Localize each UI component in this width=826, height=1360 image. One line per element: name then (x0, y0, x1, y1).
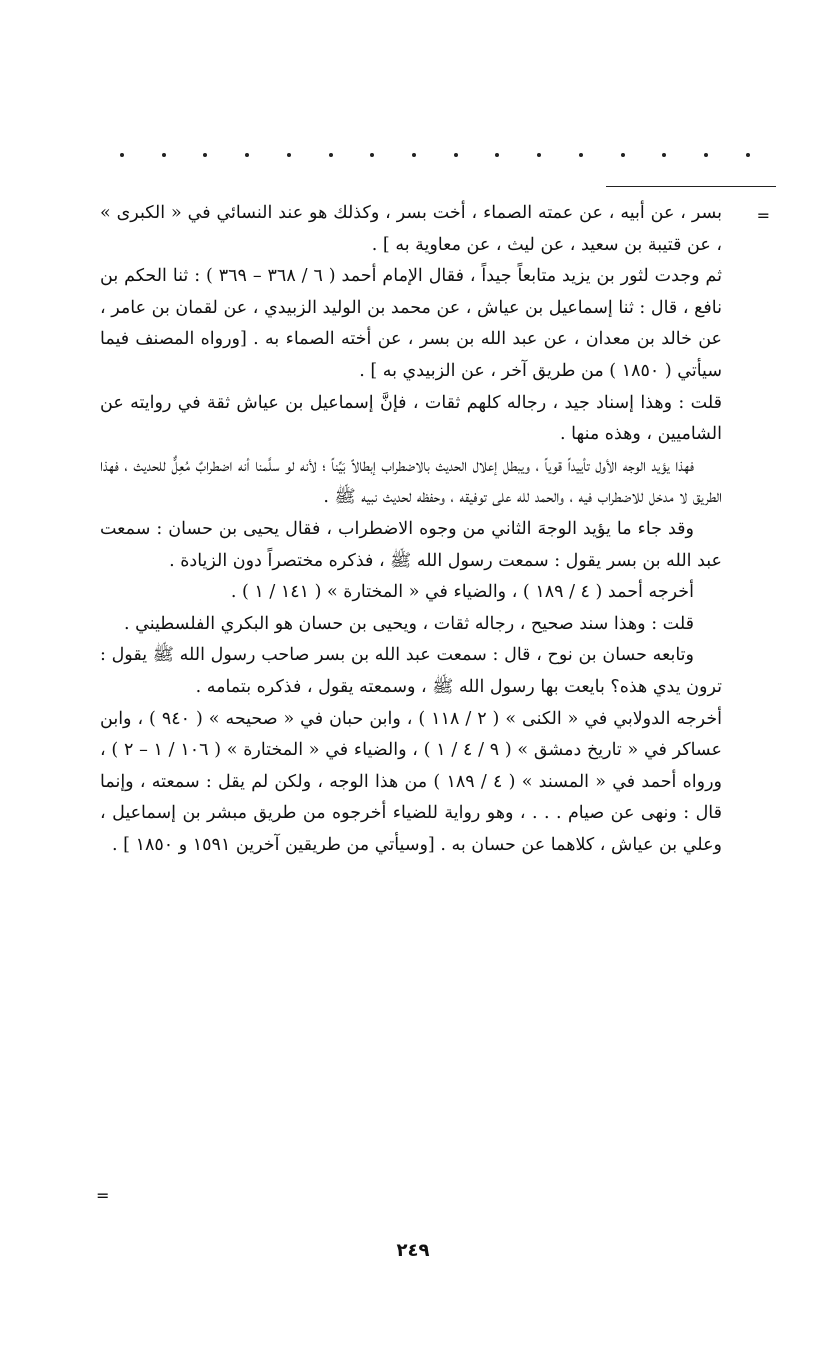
footnote-text (100, 198, 722, 861)
paragraph: أخرجه أحمد ( ٤ / ١٨٩ ) ، والضياء في « المختارة » ( ١٤١ / ١ ) . (230, 582, 694, 603)
paragraph: أخرجه الدولابي في « الكنى » ( ٢ / ١١٨ ) ، وابن حبان في « صحيحه » ( ٩٤٠ ) ، وابن عساكر في « تاريخ دمشق » ( ٩ / ٤ / ١ ) ، والضياء في « المختارة » ( ١٠٦ / ١ – ٢ ) ، ورواه أحمد في « المسند » ( ٤ / ١٨٩ ) من هذا الوجه ، ولكن لم يقل : سمعته ، وإنما قال : ونهى عن صيام . . . ، وهو رواية للضياء أخرجوه من طريق مبشر بن إسماعيل ، وعلي بن عياش ، كلاهما عن حسان به . [وسيأتي من طريقين آخرين ١٥٩١ و ١٨٥٠ ] . (100, 708, 722, 855)
paragraph: فهذا يؤيد الوجه الأول تأييداً قوياً ، ويبطل إعلال الحديث بالاضطراب إبطالاً بَيِّناً ؛ لأنه لو سلَّمنا أنه اضطرابٌ مُعِلٌّ للحديث ، فهذا الطريق لا مدخل للاضطراب فيه ، والحمد لله على توفيقه ، وحفظه لحديث نبيه ﷺ . (100, 455, 722, 508)
paragraph: قلت : وهذا إسناد جيد ، رجاله كلهم ثقات ، فإنَّ إسماعيل بن عياش ثقة في روايته عن الشاميين ، وهذه منها . (100, 392, 722, 445)
footnote-rule (606, 186, 776, 187)
page-number: ٢٤٩ (396, 1240, 430, 1261)
paragraph: ثم وجدت لثور بن يزيد متابعاً جيداً ، فقال الإمام أحمد ( ٦ / ٣٦٨ – ٣٦٩ ) : ثنا الحكم بن نافع ، قال : ثنا إسماعيل بن عياش ، عن محمد بن الوليد الزبيدي ، عن لقمان بن عامر ، عن خالد بن معدان ، عن عبد الله بن بسر ، عن أخته الصماء به . [ورواه المصنف فيما سيأتي ( ١٨٥٠ ) من طريق آخر ، عن الزبيدي به ] . (100, 266, 722, 381)
continuation-mark-bottom: = (96, 1186, 110, 1205)
paragraph: وقد جاء ما يؤيد الوجهَ الثاني من وجوه الاضطراب ، فقال يحيى بن حسان : سمعت عبد الله بن بسر يقول : سمعت رسول الله ﷺ ، فذكره مختصراً دون الزيادة . (100, 518, 722, 571)
paragraph: قلت : وهذا سند صحيح ، رجاله ثقات ، ويحيى بن حسان هو البكري الفلسطيني . (124, 613, 694, 634)
dotted-separator (120, 150, 750, 160)
paragraph: وتابعه حسان بن نوح ، قال : سمعت عبد الله بن بسر صاحب رسول الله ﷺ يقول : ترون يدي هذه؟ بايعت بها رسول الله ﷺ ، وسمعته يقول ، فذكره بتمامه . (100, 645, 722, 697)
continuation-mark-top: = (756, 206, 770, 225)
paragraph: بسر ، عن أبيه ، عن عمته الصماء ، أخت بسر ، وكذلك هو عند النسائي في « الكبرى » ، عن قتيبة بن سعيد ، عن ليث ، عن معاوية به ] . (100, 203, 722, 255)
